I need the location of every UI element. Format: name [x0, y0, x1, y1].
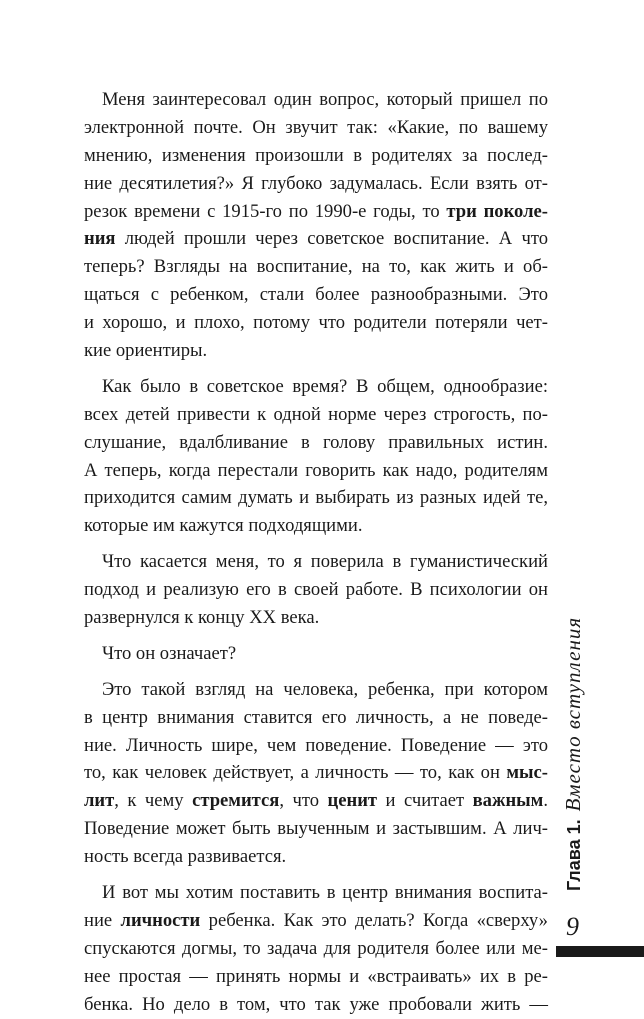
text-line: и хорошо, и плохо, потому что родители потеряли чет- — [84, 312, 548, 334]
text-line: Меня заинтересовал один вопрос, который пришел по — [102, 89, 548, 110]
text-line: бенка. Но дело в том, что так уже пробовали жить — — [84, 993, 548, 1015]
text-line: щаться с ребенком, стали более разнообразными. Это — [84, 284, 548, 306]
text-line: ние личности ребенка. Как это делать? Когда «сверху» — [84, 909, 548, 931]
text-line: ние десятилетия?» Я глубоко задумалась. Если взять от- — [84, 172, 548, 194]
text-line: Что он означает? — [102, 642, 237, 664]
chapter-label: Глава 1. — [564, 819, 584, 891]
chapter-subtitle: Вместо вступления — [561, 616, 585, 812]
text-line: Как было в советское время? В общем, однообразие: — [102, 375, 548, 397]
text-line: резок времени с 1915-го по 1990-е годы, то три поколе- — [84, 200, 548, 222]
text-line: И вот мы хотим поставить в центр внимания воспита- — [102, 882, 548, 904]
text-line: которые им кажутся подходящими. — [84, 515, 363, 537]
text-line: нее простая — принять нормы и «встраивать» их в ре- — [84, 965, 548, 987]
text-line: Это такой взгляд на человека, ребенка, при котором — [102, 678, 548, 700]
text-line: Поведение может быть выученным и застывшим. А лич- — [84, 818, 548, 840]
text-line: А теперь, когда перестали говорить как надо, родителям — [84, 459, 548, 481]
text-line: электронной почте. Он звучит так: «Какие, по вашему — [84, 116, 548, 138]
text-line: спускаются догмы, то задача для родителя более или ме- — [84, 937, 548, 959]
text-line: то, как человек действует, а личность — то, как он мыс- — [84, 762, 548, 784]
text-line: лит, к чему стремится, что ценит и считает важным. — [84, 790, 548, 812]
text-line: кие ориентиры. — [84, 340, 208, 362]
text-line: в центр внимания ставится его личность, а не поведе- — [84, 706, 548, 728]
text-line: Что касается меня, то я поверила в гуманистический — [102, 551, 548, 573]
page-body-text — [84, 86, 548, 1019]
page-number: 9 — [566, 912, 579, 941]
text-line: слушание, вдалбливание в голову правильных истин. — [84, 431, 548, 453]
text-line: подход и реализую его в своей работе. В психологии он — [84, 579, 548, 601]
text-line: теперь? Взгляды на воспитание, на то, как жить и об- — [84, 256, 548, 278]
page-number-bar — [556, 946, 644, 957]
text-line: развернулся к концу XX века. — [84, 607, 320, 629]
text-line: ность всегда развивается. — [84, 846, 287, 868]
text-line: мнению, изменения произошли в родителях за послед- — [84, 144, 548, 166]
text-line: приходится самим думать и выбирать из разных идей те, — [84, 487, 548, 509]
text-line: ние. Личность шире, чем поведение. Поведение — это — [84, 734, 548, 756]
text-line: всех детей привести к одной норме через строгость, по- — [84, 403, 548, 425]
text-line: ния людей прошли через советское воспитание. А что — [84, 228, 548, 250]
chapter-running-head — [560, 617, 587, 891]
